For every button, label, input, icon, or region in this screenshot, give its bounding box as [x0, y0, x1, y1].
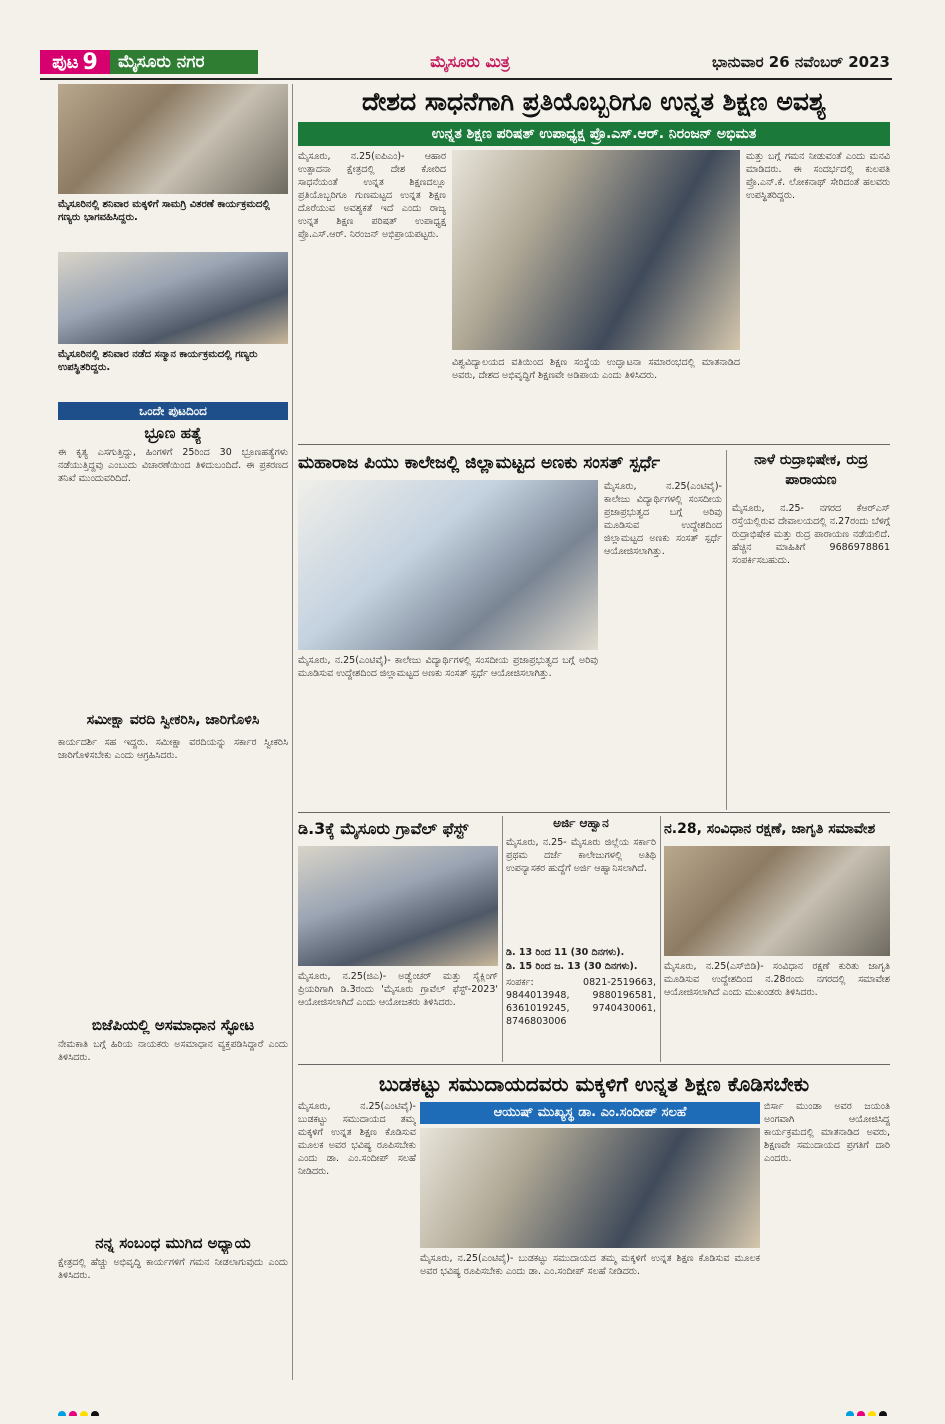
main-story-photo	[452, 150, 740, 350]
left-photo-2-caption: ಮೈಸೂರಿನಲ್ಲಿ ಶನಿವಾರ ನಡೆದ ಸನ್ಮಾನ ಕಾರ್ಯಕ್ರಮದಲ್ಲಿ ಗಣ್ಯರು ಉಪಸ್ಥಿತರಿದ್ದರು.	[58, 349, 258, 373]
rule-1	[298, 444, 890, 445]
budakattu-headline: ಬುಡಕಟ್ಟು ಸಮುದಾಯದವರು ಮಕ್ಕಳಿಗೆ ಉನ್ನತ ಶಿಕ್ಷಣ ಕೊಡಿಸಬೇಕು	[378, 1072, 810, 1096]
subhead-sameeksha: ಸಮೀಕ್ಷಾ ವರದಿ ಸ್ವೀಕರಿಸಿ, ಜಾರಿಗೊಳಿಸಿ	[86, 712, 260, 728]
main-body-col3: ಮತ್ತು ಬಗ್ಗೆ ಗಮನ ನೀಡುವಂತೆ ಎಂದು ಮನವಿ ಮಾಡಿದರು. ಈ ಸಂದರ್ಭದಲ್ಲಿ ಕುಲಪತಿ ಪ್ರೊ.ಎನ್.ಕೆ. ಲೋಕನಾಥ್ ಸೇರಿದಂತೆ ಹಲವರು ಉಪಸ್ಥಿತರಿದ್ದರು.	[746, 151, 890, 201]
gravel-body: ಮೈಸೂರು, ನ.25(ಜಿಎ)- ಅಡ್ವೆಂಚರ್ ಮತ್ತು ಸೈಕ್ಲಿಂಗ್ ಪ್ರಿಯರಿಗಾಗಿ ಡಿ.3ರಂದು 'ಮೈಸೂರು ಗ್ರಾವೆಲ್ ಫೆಸ್ಟ್-2023' ಆಯೋಜಿಸಲಾಗಿದೆ ಎಂದು ಆಯೋಜಕರು ತಿಳಿಸಿದರು.	[298, 971, 498, 1008]
registration-dots-right	[846, 1404, 906, 1416]
sansat-photo	[298, 480, 598, 650]
column-divider	[292, 84, 293, 1380]
budakattu-photo	[420, 1128, 760, 1248]
sansat-body-bottom: ಮೈಸೂರು, ನ.25(ಎಂಟಿವೈ)- ಕಾಲೇಜು ವಿದ್ಯಾರ್ಥಿಗಳಲ್ಲಿ ಸಂಸದೀಯ ಪ್ರಜಾಪ್ರಭುತ್ವದ ಬಗ್ಗೆ ಅರಿವು ಮೂಡಿಸುವ ಉದ್ದೇಶದಿಂದ ಜಿಲ್ಲಾಮಟ್ಟದ ಅಣಕು ಸಂಸತ್ ಸ್ಪರ್ಧೆ ಆಯೋಜಿಸಲಾಗಿತ್ತು.	[298, 655, 598, 679]
samvidhana-photo	[664, 846, 890, 956]
page-label: ಪುಟ	[52, 51, 79, 73]
application-contact: ಸಂಪರ್ಕ: 0821-2519663, 9844013948, 9880196581, 6361019245, 9740430061, 8746803006	[506, 977, 656, 1027]
sansat-headline: ಮಹಾರಾಜ ಪಿಯು ಕಾಲೇಜಲ್ಲಿ ಜಿಲ್ಲಾಮಟ್ಟದ ಅಣಕು ಸಂಸತ್ ಸ್ಪರ್ಧೆ	[298, 453, 661, 473]
subhead-bhruna: ಭ್ರೂಣ ಹತ್ಯೆ	[144, 424, 202, 442]
issue-date: ಭಾನುವಾರ 26 ನವೆಂಬರ್ 2023	[712, 53, 890, 71]
main-body-col1: ಮೈಸೂರು, ನ.25(ಐಪಿಎಂ)- ಆಹಾರ ಉತ್ಪಾದನಾ ಕ್ಷೇತ್ರದಲ್ಲಿ ದೇಶ ಕೋರಿದ ಸಾಧನೆಯಂತೆ ಉನ್ನತ ಶಿಕ್ಷಣದಲ್ಲೂ ಪ್ರತಿಯೊಬ್ಬರಿಗೂ ಗುಣಮಟ್ಟದ ಉನ್ನತ ಶಿಕ್ಷಣ ದೊರೆಯುವ ಅವಶ್ಯಕತೆ ಇದೆ ಎಂದು ರಾಜ್ಯ ಉನ್ನತ ಶಿಕ್ಷಣ ಪರಿಷತ್ ಉಪಾಧ್ಯಕ್ಷ ಪ್ರೊ.ಎಸ್.ಆರ್. ನಿರಂಜನ್ ಅಭಿಪ್ರಾಯಪಟ್ಟರು.	[298, 151, 446, 240]
gravel-photo	[298, 846, 498, 966]
page-number-badge	[40, 50, 110, 74]
rule-3	[298, 1064, 890, 1065]
budakattu-body-mid: ಮೈಸೂರು, ನ.25(ಎಂಟಿವೈ)- ಬುಡಕಟ್ಟು ಸಮುದಾಯದ ತಮ್ಮ ಮಕ್ಕಳಿಗೆ ಉನ್ನತ ಶಿಕ್ಷಣ ಕೊಡಿಸುವ ಮೂಲಕ ಅವರ ಭವಿಷ್ಯ ರೂಪಿಸಬೇಕು ಎಂದು ಡಾ. ಎಂ.ಸಂದೀಪ್ ಸಲಹೆ ನೀಡಿದರು.	[420, 1253, 760, 1277]
column-title: ಒಂದೇ ಪುಟದಿಂದ	[58, 402, 288, 420]
samvidhana-headline: ನ.28, ಸಂವಿಧಾನ ರಕ್ಷಣೆ, ಜಾಗೃತಿ ಸಮಾವೇಶ	[664, 821, 876, 837]
body-bjp: ನೇಮಕಾತಿ ಬಗ್ಗೆ ಹಿರಿಯ ನಾಯಕರು ಅಸಮಾಧಾನ ವ್ಯಕ್ತಪಡಿಸಿದ್ದಾರೆ ಎಂದು ತಿಳಿಸಿದರು.	[58, 1039, 288, 1063]
rule-2	[298, 812, 890, 813]
application-body: ಮೈಸೂರು, ನ.25- ಮೈಸೂರು ಜಿಲ್ಲೆಯ ಸರ್ಕಾರಿ ಪ್ರಥಮ ದರ್ಜೆ ಕಾಲೇಜುಗಳಲ್ಲಿ ಅತಿಥಿ ಉಪನ್ಯಾಸಕರ ಹುದ್ದೆಗೆ ಅರ್ಜಿ ಆಹ್ವಾನಿಸಲಾಗಿದೆ.	[506, 837, 656, 874]
application-date-1: ಡಿ. 13 ರಿಂದ 11 (30 ದಿನಗಳು).	[506, 947, 625, 958]
header-rule	[40, 78, 892, 80]
budakattu-subhead-banner: ಆಯುಷ್ ಮುಖ್ಯಸ್ಥ ಡಾ. ಎಂ.ಸಂದೀಪ್ ಸಲಹೆ	[420, 1102, 760, 1124]
left-photo-1	[58, 84, 288, 194]
subhead-sambandha: ನನ್ನ ಸಂಬಂಧ ಮುಗಿದ ಅಧ್ಯಾಯ	[95, 1234, 251, 1252]
body-sameeksha: ಕಾರ್ಯದರ್ಶಿ ಸಹ ಇದ್ದರು. ಸಮೀಕ್ಷಾ ವರದಿಯನ್ನು ಸರ್ಕಾರ ಸ್ವೀಕರಿಸಿ ಜಾರಿಗೊಳಿಸಬೇಕು ಎಂದು ಆಗ್ರಹಿಸಿದರು.	[58, 737, 288, 761]
samvidhana-body: ಮೈಸೂರು, ನ.25(ಎಸ್‌ಬಿಡಿ)- ಸಂವಿಧಾನ ರಕ್ಷಣೆ ಕುರಿತು ಜಾಗೃತಿ ಮೂಡಿಸುವ ಉದ್ದೇಶದಿಂದ ನ.28ರಂದು ನಗರದಲ್ಲಿ ಸಮಾವೇಶ ಆಯೋಜಿಸಲಾಗಿದೆ ಎಂದು ಮುಖಂಡರು ತಿಳಿಸಿದರು.	[664, 961, 890, 998]
budakattu-body-left: ಮೈಸೂರು, ನ.25(ಎಂಟಿವೈ)- ಬುಡಕಟ್ಟು ಸಮುದಾಯದ ತಮ್ಮ ಮಕ್ಕಳಿಗೆ ಉನ್ನತ ಶಿಕ್ಷಣ ಕೊಡಿಸುವ ಮೂಲಕ ಅವರ ಭವಿಷ್ಯ ರೂಪಿಸಬೇಕು ಎಂದು ಡಾ. ಎಂ.ಸಂದೀಪ್ ಸಲಹೆ ನೀಡಿದರು.	[298, 1101, 416, 1177]
rudra-headline: ನಾಳೆ ರುದ್ರಾಭಿಷೇಕ, ರುದ್ರ ಪಾರಾಯಣ	[754, 452, 868, 488]
body-bhruna: ಈ ಕೃತ್ಯ ಎಸಗುತ್ತಿದ್ದು, ಹಿಂಗಳಿಗೆ 25ರಿಂದ 30 ಭ್ರೂಣಹತ್ಯೆಗಳು ನಡೆಯುತ್ತಿದ್ದವು ಎಂಬುದು ವಿಚಾರಣೆಯಿಂದ ತಿಳಿದುಬಂದಿದೆ. ಈ ಪ್ರಕರಣದ ತನಿಖೆ ಮುಂದುವರಿದಿದೆ.	[58, 447, 288, 484]
rudra-body: ಮೈಸೂರು, ನ.25- ನಗರದ ಕೆಆರ್‌ಎಸ್ ರಸ್ತೆಯಲ್ಲಿರುವ ದೇವಾಲಯದಲ್ಲಿ ನ.27ರಂದು ಬೆಳಿಗ್ಗೆ ರುದ್ರಾಭಿಷೇಕ ಮತ್ತು ರುದ್ರ ಪಾರಾಯಣ ನಡೆಯಲಿದೆ. ಹೆಚ್ಚಿನ ಮಾಹಿತಿಗೆ 9686978861 ಸಂಪರ್ಕಿಸಬಹುದು.	[732, 503, 890, 566]
registration-dots-left	[58, 1404, 138, 1416]
application-date-2: ಡಿ. 15 ರಿಂದ ಜ. 13 (30 ದಿನಗಳು).	[506, 961, 638, 972]
sansat-body-right: ಮೈಸೂರು, ನ.25(ಎಂಟಿವೈ)- ಕಾಲೇಜು ವಿದ್ಯಾರ್ಥಿಗಳಲ್ಲಿ ಸಂಸದೀಯ ಪ್ರಜಾಪ್ರಭುತ್ವದ ಬಗ್ಗೆ ಅರಿವು ಮೂಡಿಸುವ ಉದ್ದೇಶದಿಂದ ಜಿಲ್ಲಾಮಟ್ಟದ ಅಣಕು ಸಂಸತ್ ಸ್ಪರ್ಧೆ ಆಯೋಜಿಸಲಾಗಿತ್ತು.	[604, 481, 722, 557]
main-headline: ದೇಶದ ಸಾಧನೆಗಾಗಿ ಪ್ರತಿಯೊಬ್ಬರಿಗೂ ಉನ್ನತ ಶಿಕ್ಷಣ ಅವಶ್ಯ	[361, 87, 827, 116]
paper-name: ಮೈಸೂರು ಮಿತ್ರ	[430, 52, 510, 71]
body-sambandha: ಕ್ಷೇತ್ರದಲ್ಲಿ ಹೆಚ್ಚು ಅಭಿವೃದ್ಧಿ ಕಾರ್ಯಗಳಿಗೆ ಗಮನ ನೀಡಲಾಗುವುದು ಎಂದು ತಿಳಿಸಿದರು.	[58, 1257, 288, 1281]
section-city-label: ಮೈಸೂರು ನಗರ	[110, 50, 258, 74]
main-subhead-banner: ಉನ್ನತ ಶಿಕ್ಷಣ ಪರಿಷತ್ ಉಪಾಧ್ಯಕ್ಷ ಪ್ರೊ.ಎಸ್.ಆರ್. ನಿರಂಜನ್ ಅಭಿಮತ	[298, 122, 890, 146]
main-body-col2: ವಿಶ್ವವಿದ್ಯಾಲಯದ ವತಿಯಿಂದ ಶಿಕ್ಷಣ ಸಂಸ್ಥೆಯ ಉದ್ಘಾಟನಾ ಸಮಾರಂಭದಲ್ಲಿ ಮಾತನಾಡಿದ ಅವರು, ದೇಶದ ಅಭಿವೃದ್ಧಿಗೆ ಶಿಕ್ಷಣವೇ ಅಡಿಪಾಯ ಎಂದು ತಿಳಿಸಿದರು.	[452, 357, 740, 381]
left-photo-1-caption: ಮೈಸೂರಿನಲ್ಲಿ ಶನಿವಾರ ಮಕ್ಕಳಿಗೆ ಸಾಮಗ್ರಿ ವಿತರಣೆ ಕಾರ್ಯಕ್ರಮದಲ್ಲಿ ಗಣ್ಯರು ಭಾಗವಹಿಸಿದ್ದರು.	[58, 199, 270, 223]
budakattu-body-right: ಬಿರ್ಸಾ ಮುಂಡಾ ಅವರ ಜಯಂತಿ ಅಂಗವಾಗಿ ಆಯೋಜಿಸಿದ್ದ ಕಾರ್ಯಕ್ರಮದಲ್ಲಿ ಮಾತನಾಡಿದ ಅವರು, ಶಿಕ್ಷಣವೇ ಸಮುದಾಯದ ಪ್ರಗತಿಗೆ ದಾರಿ ಎಂದರು.	[764, 1101, 890, 1164]
rudra-divider	[726, 450, 727, 810]
subhead-bjp: ಬಿಜೆಪಿಯಲ್ಲಿ ಅಸಮಾಧಾನ ಸ್ಫೋಟ	[91, 1016, 255, 1034]
samvidhana-divider	[660, 816, 661, 1062]
page-number: 9	[82, 50, 98, 74]
left-photo-2	[58, 252, 288, 344]
gravel-headline: ಡಿ.3ಕ್ಕೆ ಮೈಸೂರು ಗ್ರಾವೆಲ್ ಫೆಸ್ಟ್	[298, 819, 469, 838]
application-title: ಅರ್ಜಿ ಆಹ್ವಾನ	[553, 816, 609, 830]
application-divider	[502, 816, 503, 1062]
